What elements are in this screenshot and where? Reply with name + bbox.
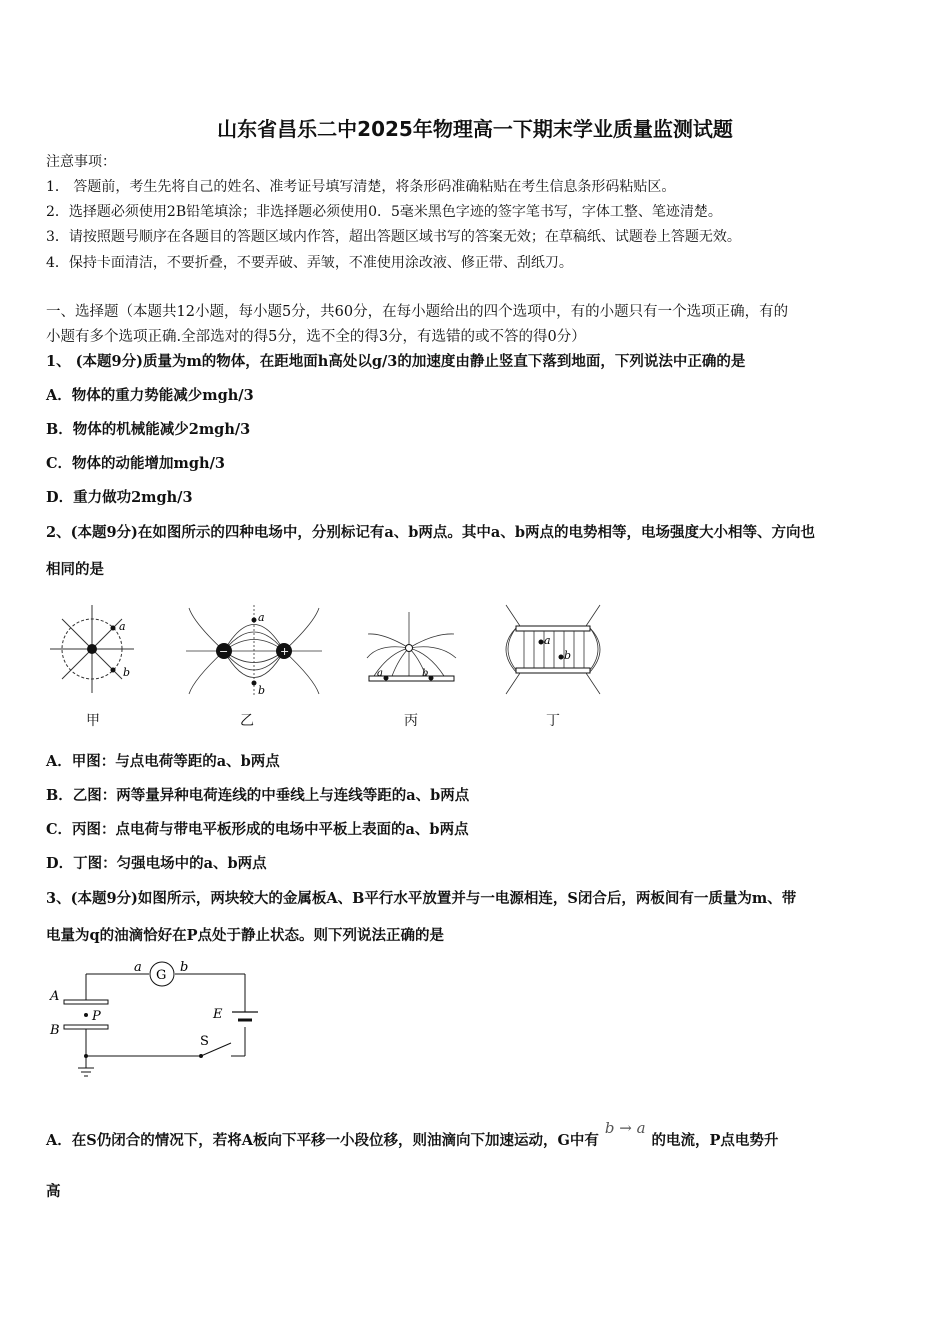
circuit-label-b: b	[180, 960, 189, 975]
figure-jia-point-charge	[48, 600, 138, 695]
circuit-label-e: E	[213, 1007, 223, 1022]
page-title: 山东省昌乐二中2025年物理高一下期末学业质量监测试题	[217, 117, 733, 141]
q2-option-d: D．丁图：匀强电场中的a、b两点	[46, 855, 267, 872]
q2-stem-line1: 2、(本题9分)在如图所示的四种电场中，分别标记有a、b两点。其中a、b两点的电势相等，电场强度大小相等、方向也	[46, 524, 815, 541]
q3-option-a-line1	[46, 1119, 779, 1151]
notice-heading: 注意事项：	[46, 154, 116, 170]
section-heading-line2: 小题有多个选项正确.全部选对的得5分，选不全的得3分，有选错的或不答的得0分）	[46, 329, 586, 345]
circuit-label-switch: S	[200, 1034, 209, 1049]
figure-label-jia: 甲	[86, 713, 100, 729]
figure-bing-plate	[364, 608, 459, 688]
figure-label-bing: 丙	[404, 713, 418, 729]
figure-label-yi: 乙	[240, 713, 254, 729]
svg-text:+: +	[280, 645, 290, 658]
q2-option-a: A．甲图：与点电荷等距的a、b两点	[46, 753, 280, 770]
q3-option-a-arrow: b → a	[604, 1119, 646, 1137]
q1-option-b: B．物体的机械能减少2mgh/3	[46, 421, 251, 438]
circuit-label-plate-b: B	[50, 1023, 60, 1038]
q3-option-a-line2: 高	[46, 1183, 61, 1200]
svg-text:−: −	[219, 645, 229, 658]
q1-option-d: D．重力做功2mgh/3	[46, 489, 193, 506]
circuit-label-p: P	[92, 1009, 101, 1024]
figure-yi-dipole	[184, 603, 324, 698]
figure-point-a-label: a	[544, 634, 551, 647]
q3-stem-line1: 3、(本题9分)如图所示，两块较大的金属板A、B平行水平放置并与一电源相连，S闭合后，两板间有一质量为m、带	[46, 890, 797, 907]
figure-point-b-label: b	[258, 684, 266, 697]
figure-point-a-label: a	[258, 611, 265, 624]
q1-stem: 1、 (本题9分)质量为m的物体，在距地面h高处以g/3的加速度由静止竖直下落到地面，下列说法中正确的是	[46, 353, 746, 370]
q3-circuit-figure	[46, 960, 276, 1085]
figure-point-b-label: b	[564, 649, 572, 662]
notice-item: 3．请按照题号顺序在各题目的答题区域内作答，超出答题区域书写的答案无效；在草稿纸、试题卷上答题无效。	[46, 229, 741, 245]
circuit-label-galvanometer: G	[156, 968, 167, 983]
q2-option-b: B．乙图：两等量异种电荷连线的中垂线上与连线等距的a、b两点	[46, 787, 470, 804]
q3-stem-line2: 电量为q的油滴恰好在P点处于静止状态。则下列说法正确的是	[46, 927, 445, 944]
circuit-label-plate-a: A	[50, 989, 60, 1004]
figure-ding-capacitor	[498, 600, 610, 700]
q1-option-a: A．物体的重力势能减少mgh/3	[46, 387, 254, 404]
circuit-label-a: a	[134, 960, 142, 975]
section-heading-line1: 一、选择题（本题共12小题，每小题5分，共60分，在每小题给出的四个选项中，有的小题只有一个选项正确，有的	[46, 304, 789, 320]
notice-item: 2．选择题必须使用2B铅笔填涂；非选择题必须使用0．5毫米黑色字迹的签字笔书写，字体工整、笔迹清楚。	[46, 204, 722, 220]
q3-option-a-text-part2: 的电流，P点电势升	[651, 1132, 779, 1149]
q3-option-a-text-part1: A．在S仍闭合的情况下，若将A板向下平移一小段位移，则油滴向下加速运动，G中有	[46, 1132, 599, 1149]
figure-label-ding: 丁	[546, 713, 560, 729]
q2-option-c: C．丙图：点电荷与带电平板形成的电场中平板上表面的a、b两点	[46, 821, 469, 838]
q1-option-c: C．物体的动能增加mgh/3	[46, 455, 225, 472]
figure-point-a-label: a	[119, 620, 126, 633]
notice-item: 4．保持卡面清洁，不要折叠，不要弄破、弄皱，不准使用涂改液、修正带、刮纸刀。	[46, 255, 573, 271]
figure-point-b-label: b	[422, 668, 429, 679]
figure-point-a-label: a	[377, 668, 383, 679]
q2-stem-line2: 相同的是	[46, 561, 104, 578]
figure-point-b-label: b	[123, 666, 131, 679]
notice-item: 1． 答题前，考生先将自己的姓名、准考证号填写清楚，将条形码准确粘贴在考生信息条形码粘贴区。	[46, 179, 676, 195]
